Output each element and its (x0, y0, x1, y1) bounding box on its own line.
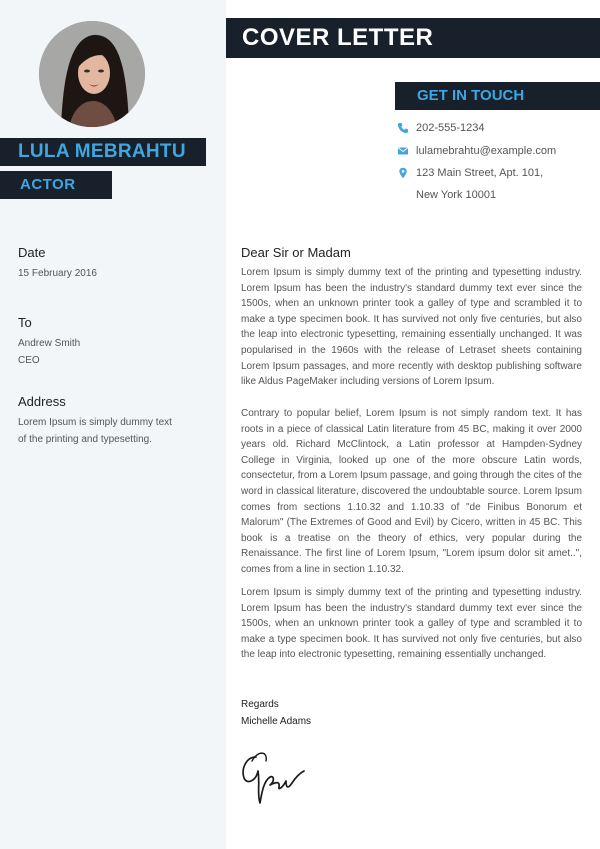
date-value: 15 February 2016 (18, 268, 97, 279)
letter-paragraph-3: Lorem Ipsum is simply dummy text of the printing and typesetting industry. Lorem Ipsum has been the industry's standard dummy text ever since the 1500s, when an unknown printer took a galley of type and scrambled it to make a type specimen book. It has survived not only five centuries, but also the leap into electronic typesetting, remaining essentially unchanged. (241, 587, 582, 661)
letter-paragraph-2: Contrary to popular belief, Lorem Ipsum is not simply random text. It has roots in a piece of classical Latin literature from 45 BC, making it over 2000 years old. Richard McClintock, a Latin professor at Hampden-Sydney College in Virginia, looked up one of the more obscure Latin words, consectetur, from a Lorem Ipsum passage, and going through the cites of the word in classical literature, discovered the undoubtable source. Lorem Ipsum comes from sections 1.10.32 and 1.10.33 of "de Finibus Bonorum et Malorum" (The Extremes of Good and Evil) by Cicero, written in 45 BC. This book is a treatise on the theory of ethics, very popular during the Renaissance. The first line of Lorem Ipsum, "Lorem ipsum dolor sit amet..", comes from a line in section 1.10.32. (241, 408, 582, 575)
date-label: Date (18, 245, 46, 260)
map-pin-icon (397, 167, 409, 179)
address-line-2: of the printing and typesetting. (18, 434, 152, 445)
name-banner (0, 138, 206, 166)
envelope-icon (397, 145, 409, 157)
phone-number[interactable]: 202-555-1234 (416, 122, 485, 134)
candidate-name: LULA MEBRAHTU (18, 141, 186, 162)
role-banner (0, 171, 112, 199)
letter-paragraph-1: Lorem Ipsum is simply dummy text of the printing and typesetting industry. Lorem Ipsum has been the industry's standard dummy text ever since the 1500s, when an unknown printer took a galley of type and scrambled it to make a type specimen book. It has survived not only five centuries, but also the leap into electronic typesetting, remaining essentially unchanged. It was popularised in the 1960s with the release of Letraset sheets containing Lorem Ipsum passages, and more recently with desktop publishing software like Aldus PageMaker including versions of Lorem Ipsum. (241, 267, 582, 388)
phone-icon (397, 122, 409, 134)
email-address[interactable]: lulamebrahtu@example.com (416, 145, 557, 157)
salutation: Dear Sir or Madam (241, 245, 351, 260)
city-address: New York 10001 (416, 189, 497, 201)
candidate-role: ACTOR (20, 176, 76, 193)
street-address: 123 Main Street, Apt. 101, (416, 167, 544, 179)
signature (238, 745, 320, 807)
address-line-1: Lorem Ipsum is simply dummy text (18, 417, 172, 428)
recipient-name: Andrew Smith (18, 338, 81, 349)
address-label: Address (18, 394, 66, 409)
contact-banner (395, 82, 600, 110)
recipient-label: To (18, 315, 32, 330)
page-title: COVER LETTER (242, 24, 434, 51)
signer-name: Michelle Adams (241, 716, 312, 727)
profile-photo (39, 21, 145, 127)
contact-heading: GET IN TOUCH (417, 87, 525, 104)
title-banner (226, 18, 600, 58)
recipient-title: CEO (18, 355, 40, 366)
closing: Regards (241, 699, 279, 710)
